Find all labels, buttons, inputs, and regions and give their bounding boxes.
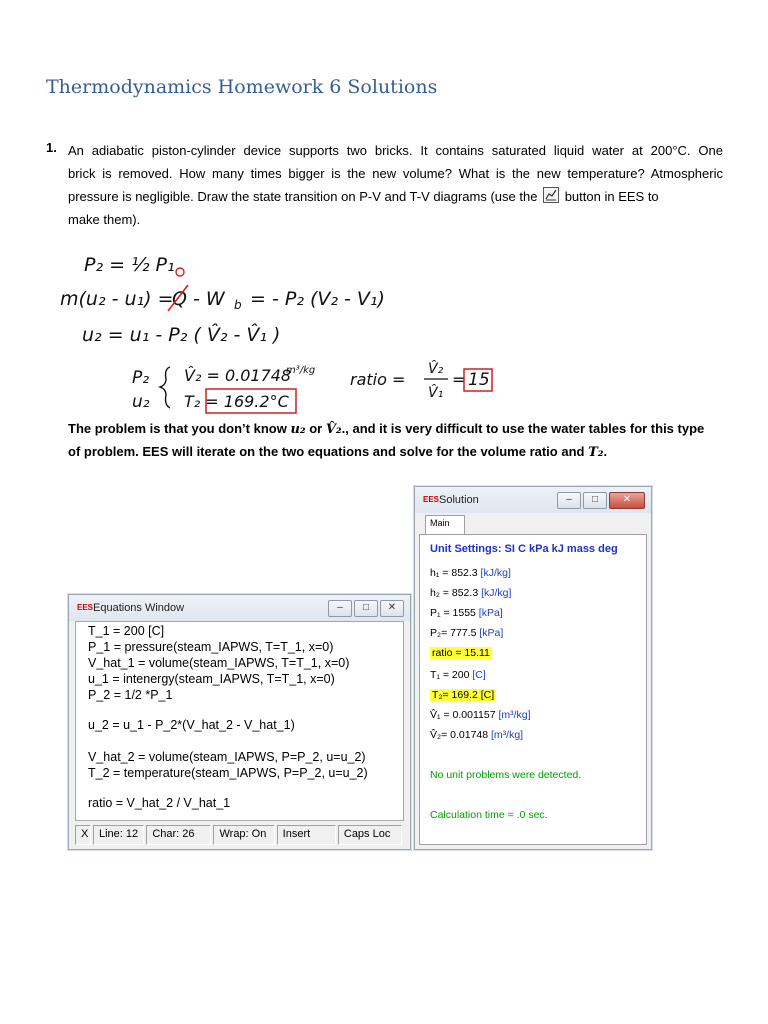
hand-line-3: u₂ = u₁ - P₂ ( V̂₂ - V̂₁ ): [82, 324, 281, 346]
equations-window-title: Equations Window: [93, 602, 185, 614]
zero-circle: [176, 268, 184, 276]
minimize-button[interactable]: –: [557, 492, 581, 509]
status-char: Char: 26: [146, 825, 211, 845]
result-h1: [430, 567, 511, 579]
solution-window[interactable]: [414, 486, 652, 850]
result-value: h₂ = 852.3: [430, 587, 479, 599]
unit-check-message: No unit problems were detected.: [430, 769, 582, 781]
close-button[interactable]: ✕: [380, 600, 404, 617]
result-value: P₂= 777.5: [430, 627, 477, 639]
hand-ratio-val: 15: [468, 370, 490, 390]
ees-app-icon: EES: [77, 603, 94, 612]
question-number: 1.: [46, 140, 57, 155]
equations-window[interactable]: [68, 594, 411, 850]
hand-t2: T₂ = 169.2°C: [184, 392, 289, 411]
ees-app-icon: EES: [423, 495, 440, 504]
status-x: X: [75, 825, 91, 845]
text-run: .: [603, 444, 608, 459]
solution-window-titlebar[interactable]: [415, 487, 651, 513]
result-ratio: [430, 647, 492, 659]
text-run: or: [305, 421, 326, 436]
result-v1: [430, 709, 531, 721]
result-unit: [C]: [472, 669, 486, 681]
question-line: An adiabatic piston-cylinder device supports two bricks. It contains saturated liquid water at 200°C. One: [68, 143, 723, 158]
math-v2: V̂₂: [325, 422, 342, 437]
text-run: of problem. EES will iterate on the two equations and solve for the volume ratio and: [68, 444, 589, 459]
status-caps: Caps Loc: [338, 825, 402, 845]
handwritten-solution: [60, 245, 520, 415]
status-mode: Insert: [277, 825, 336, 845]
result-p1: [430, 607, 503, 619]
equations-editor[interactable]: [75, 621, 404, 821]
status-bar: [75, 825, 404, 845]
brace-mark: [160, 367, 170, 408]
result-value: P₁ = 1555: [430, 607, 476, 619]
equation-line[interactable]: P_1 = pressure(steam_IAPWS, T=T_1, x=0): [88, 640, 334, 654]
result-value: T₁ = 200: [430, 669, 470, 681]
math-u2: u₂: [290, 422, 306, 437]
result-unit: [kJ/kg]: [480, 567, 511, 579]
hand-line-1: P₂ = ½ P₁: [84, 254, 175, 276]
equation-line[interactable]: T_2 = temperature(steam_IAPWS, P=P_2, u=u_2): [88, 766, 368, 780]
question-line-with-icon: [68, 185, 723, 208]
minimize-button[interactable]: –: [328, 600, 352, 617]
question-line: brick is removed. How many times bigger is the new volume? What is the new temperature? Atmospheric: [68, 166, 723, 181]
result-p2: [430, 627, 503, 639]
hand-v2-unit: m³/kg: [286, 365, 316, 376]
result-unit: [m³/kg]: [491, 729, 524, 741]
tab-main[interactable]: Main: [425, 515, 465, 535]
result-value: V̂₁ = 0.001157: [430, 709, 496, 721]
result-unit: [kPa]: [478, 607, 503, 619]
equation-line[interactable]: T_1 = 200 [C]: [88, 624, 165, 638]
hand-brace-p2: P₂: [132, 368, 150, 388]
solution-tabs: [419, 513, 647, 535]
status-wrap: Wrap: On: [213, 825, 274, 845]
highlighted-result: ratio = 15.11: [432, 647, 490, 659]
result-t2: [430, 689, 496, 701]
hand-line-2d: b: [234, 298, 242, 312]
hand-brace-u2: u₂: [132, 392, 150, 412]
hand-q: Q: [172, 288, 187, 310]
question-line: pressure is negligible. Draw the state transition on P-V and T-V diagrams (use the: [68, 189, 538, 204]
text-run: The problem is that you don’t know: [68, 421, 291, 436]
question-text: [68, 139, 723, 231]
equation-line[interactable]: u_2 = u_1 - P_2*(V_hat_2 - V_hat_1): [88, 718, 295, 732]
close-button[interactable]: ✕: [609, 492, 645, 509]
result-unit: [m³/kg]: [498, 709, 531, 721]
math-t2: T₂: [588, 445, 604, 460]
hand-ratio-label: ratio =: [350, 370, 406, 389]
result-unit: [kJ/kg]: [481, 587, 512, 599]
explanation-line-1: [68, 418, 723, 441]
equation-line[interactable]: V_hat_2 = volume(steam_IAPWS, P=P_2, u=u_2): [88, 750, 366, 764]
result-t1: [430, 669, 486, 681]
equation-line[interactable]: P_2 = 1/2 *P_1: [88, 688, 173, 702]
status-line: Line: 12: [93, 825, 144, 845]
result-h2: [430, 587, 511, 599]
equation-line[interactable]: V_hat_1 = volume(steam_IAPWS, T=T_1, x=0): [88, 656, 350, 670]
hand-v2: V̂₂ = 0.01748: [184, 366, 292, 385]
hand-ratio-den: V̂₁: [428, 385, 444, 401]
equations-window-titlebar[interactable]: [69, 595, 410, 621]
maximize-button[interactable]: □: [583, 492, 607, 509]
hand-line-2a: m(u₂ - u₁) =: [60, 288, 174, 310]
text-run: ., and it is very difficult to use the water tables for this type: [341, 421, 705, 436]
question-line: make them).: [68, 212, 141, 227]
equation-line[interactable]: ratio = V_hat_2 / V_hat_1: [88, 796, 231, 810]
hand-line-2e: = - P₂ (V₂ - V₁): [250, 288, 385, 310]
result-v2: [430, 729, 523, 741]
page-title: Thermodynamics Homework 6 Solutions: [46, 76, 438, 98]
explanation-line-2: [68, 441, 723, 464]
explanation-paragraph: [68, 418, 723, 464]
unit-settings: Unit Settings: SI C kPa kJ mass deg: [430, 543, 618, 555]
question-line: button in EES to: [564, 189, 659, 204]
equation-line[interactable]: u_1 = intenergy(steam_IAPWS, T=T_1, x=0): [88, 672, 335, 686]
maximize-button[interactable]: □: [354, 600, 378, 617]
calculation-time: Calculation time = .0 sec.: [430, 809, 548, 821]
result-value: h₁ = 852.3: [430, 567, 478, 579]
highlighted-result: T₂= 169.2 [C]: [432, 689, 495, 701]
plot-button-icon: [543, 187, 559, 203]
hand-ratio-num: V̂₂: [428, 361, 444, 377]
result-value: V̂₂= 0.01748: [430, 729, 489, 741]
solution-window-title: Solution: [439, 494, 479, 506]
hand-equals: =: [452, 370, 466, 389]
solution-results: [419, 534, 647, 845]
result-unit: [kPa]: [479, 627, 504, 639]
hand-line-2c: - W: [193, 288, 225, 310]
